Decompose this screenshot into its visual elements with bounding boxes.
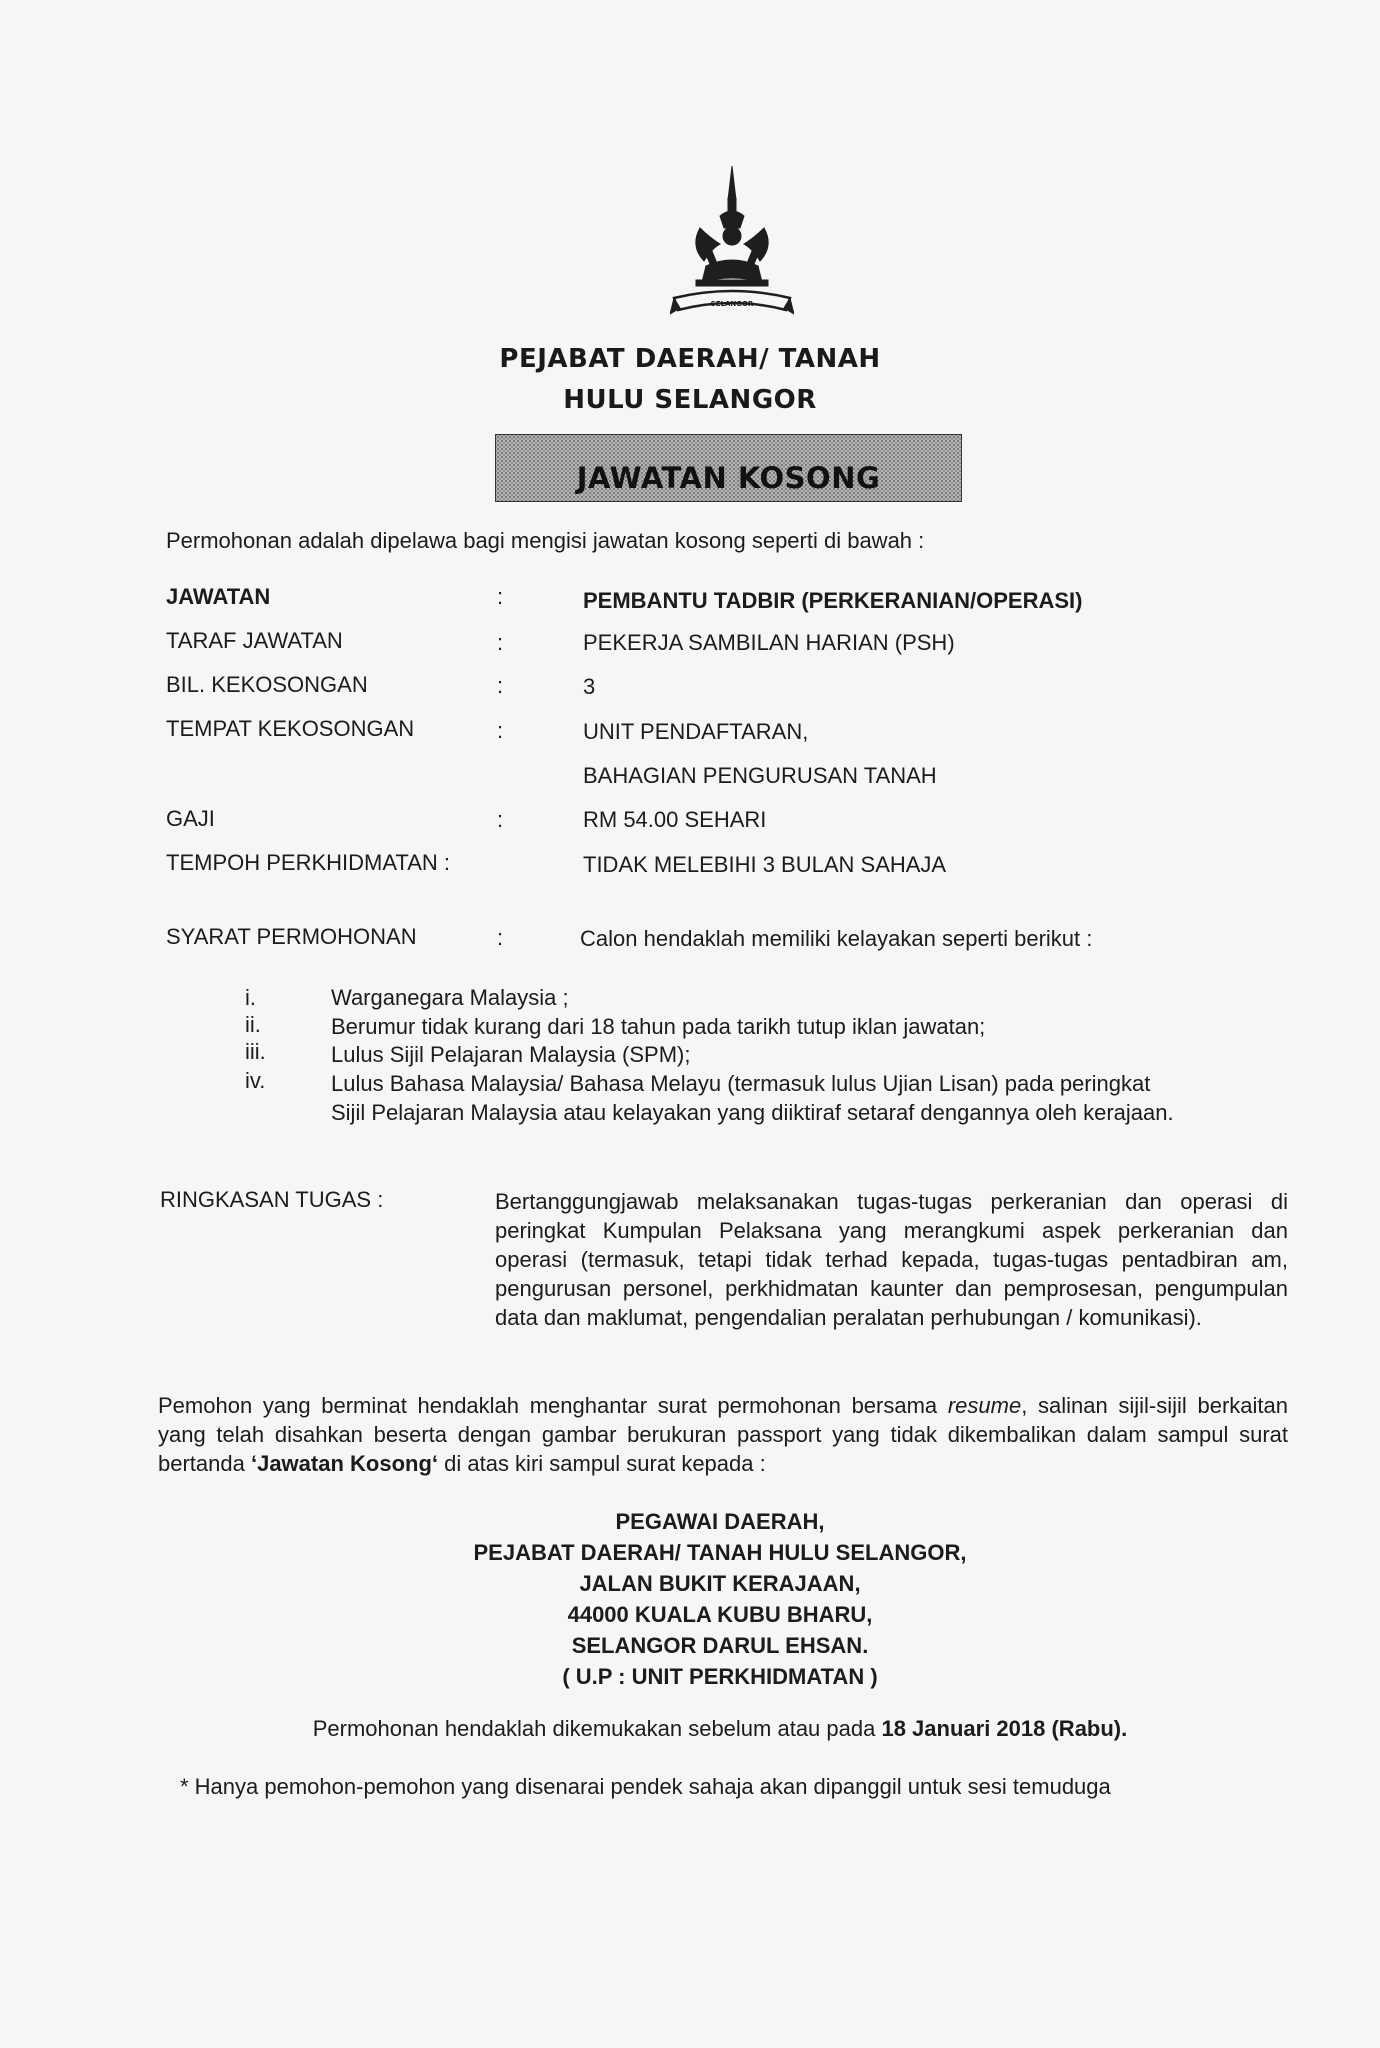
list-item-number: i. — [245, 985, 256, 1010]
tempat-value-line1: UNIT PENDAFTARAN, — [583, 719, 809, 744]
list-item-number: iii. — [245, 1039, 266, 1064]
intro-text: Permohonan adalah dipelawa bagi mengisi jawatan kosong seperti di bawah : — [166, 528, 925, 553]
vacancy-banner — [495, 434, 962, 502]
address-line: SELANGOR DARUL EHSAN. — [571, 1633, 869, 1658]
envelope-marking: ‘Jawatan Kosong‘ — [250, 1451, 439, 1476]
ringkasan-text: Bertanggungjawab melaksanakan tugas-tugas perkeranian dan operasi di peringkat Kumpulan Pelaksana yang merangkumi aspek perkeranian dan operasi (termasuk, tetapi tidak terhad kepada, tugas-tugas pentadbiran am, pengurusan personel, perkhidmatan kaunter dan pemprosesan, pengumpulan data dan maklumat, pengendalian peralatan perhubungan / komunikasi). — [495, 1189, 1288, 1330]
jawatan-value: PEMBANTU TADBIR (PERKERANIAN/OPERASI) — [583, 588, 1083, 613]
application-text-1: Pemohon yang berminat hendaklah menghantar surat permohonan bersama — [158, 1393, 948, 1418]
crest-label: SELANGOR — [710, 300, 754, 308]
ringkasan-label: RINGKASAN TUGAS : — [160, 1187, 384, 1212]
list-item: Warganegara Malaysia ; — [331, 985, 569, 1010]
colon: : — [497, 584, 504, 609]
taraf-value: PEKERJA SAMBILAN HARIAN (PSH) — [583, 630, 955, 655]
deadline-prefix: Permohonan hendaklah dikemukakan sebelum atau pada — [312, 1716, 882, 1741]
list-item: Lulus Sijil Pelajaran Malaysia (SPM); — [331, 1042, 691, 1067]
syarat-label: SYARAT PERMOHONAN — [166, 924, 417, 949]
deadline-text — [0, 1716, 1380, 1742]
list-item-continuation: Sijil Pelajaran Malaysia atau kelayakan yang diiktiraf setaraf dengannya oleh kerajaan. — [331, 1100, 1174, 1125]
application-text-3: di atas kiri sampul surat kepada : — [438, 1451, 766, 1476]
address-line: JALAN BUKIT KERAJAAN, — [579, 1571, 861, 1596]
list-item-number: iv. — [245, 1068, 266, 1093]
list-item: Berumur tidak kurang dari 18 tahun pada tarikh tutup iklan jawatan; — [331, 1014, 986, 1039]
list-item-number: ii. — [245, 1012, 261, 1037]
jawatan-label: JAWATAN — [166, 584, 271, 609]
office-subtitle: HULU SELANGOR — [563, 385, 817, 415]
deadline-date: 18 Januari 2018 (Rabu). — [881, 1716, 1128, 1741]
colon: : — [497, 807, 504, 832]
colon: : — [497, 718, 504, 743]
footnote: * Hanya pemohon-pemohon yang disenarai pendek sahaja akan dipanggil untuk sesi temuduga — [180, 1774, 1111, 1799]
address-line: ( U.P : UNIT PERKHIDMATAN ) — [562, 1664, 878, 1689]
address-line: PEJABAT DAERAH/ TANAH HULU SELANGOR, — [473, 1540, 967, 1565]
selangor-crest-icon — [670, 166, 794, 326]
address-line: PEGAWAI DAERAH, — [615, 1509, 825, 1534]
tempat-label: TEMPAT KEKOSONGAN — [166, 716, 415, 741]
bil-label: BIL. KEKOSONGAN — [166, 672, 368, 697]
list-item: Lulus Bahasa Malaysia/ Bahasa Melayu (termasuk lulus Ujian Lisan) pada peringkat — [331, 1071, 1151, 1096]
tempoh-label: TEMPOH PERKHIDMATAN : — [166, 850, 450, 875]
application-text-2: , salinan sijil-sijil berkaitan yang telah disahkan beserta dengan gambar berukuran passport yang tidak dikembalikan dalam sampul surat bertanda — [158, 1393, 1288, 1476]
bil-value: 3 — [583, 674, 596, 699]
tempoh-value: TIDAK MELEBIHI 3 BULAN SAHAJA — [583, 852, 947, 877]
tempat-value-line2: BAHAGIAN PENGURUSAN TANAH — [583, 763, 937, 788]
address-line: 44000 KUALA KUBU BHARU, — [567, 1602, 873, 1627]
colon: : — [497, 630, 504, 655]
colon: : — [497, 673, 504, 698]
vacancy-banner-text: JAWATAN KOSONG — [576, 461, 881, 495]
colon: : — [497, 925, 504, 950]
gaji-label: GAJI — [166, 806, 215, 831]
office-title: PEJABAT DAERAH/ TANAH — [499, 344, 881, 374]
syarat-value: Calon hendaklah memiliki kelayakan seperti berikut : — [580, 926, 1093, 951]
application-paragraph — [158, 1391, 1288, 1478]
gaji-value: RM 54.00 SEHARI — [583, 807, 767, 832]
taraf-label: TARAF JAWATAN — [166, 628, 343, 653]
resume-text: resume — [947, 1393, 1022, 1418]
